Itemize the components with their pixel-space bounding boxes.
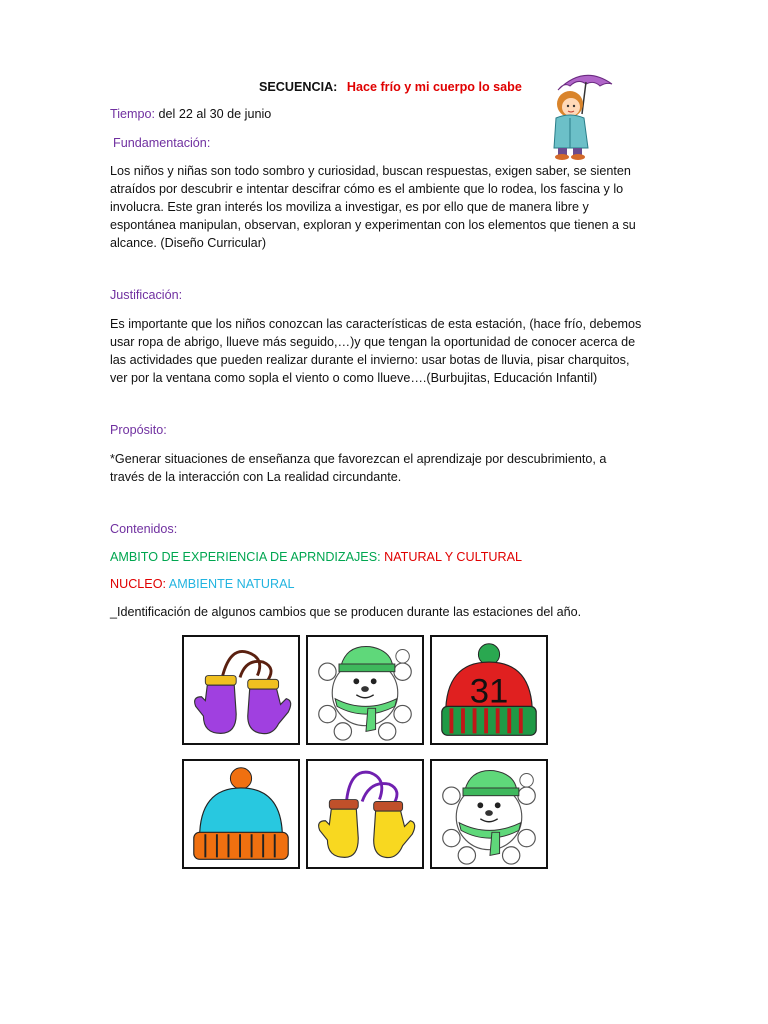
proposito-paragraph [110, 450, 670, 486]
girl-umbrella-icon [548, 68, 614, 160]
hat-number: 31 [469, 672, 509, 711]
justificacion-paragraph [110, 315, 670, 387]
paragraph-line: *Generar situaciones de enseñanza que favorezcan el aprendizaje por descubrimiento, a [110, 452, 607, 466]
nucleo-label: NUCLEO: [110, 577, 166, 591]
paragraph-line: Los niños y niñas son todo sombro y curiosidad, buscan respuestas, exigen saber, se sienten [110, 164, 631, 178]
ambito-line [110, 550, 522, 564]
red-hat-icon [430, 635, 548, 745]
sequence-label: SECUENCIA: [259, 80, 338, 94]
fundamentacion-heading: Fundamentación: [113, 136, 211, 150]
paragraph-line: atraídos por descubrir e intentar descifrar cómo es el ambiente que lo rodea, los fascina y lo [110, 182, 624, 196]
tiempo-value: del 22 al 30 de junio [158, 107, 272, 121]
paragraph-line: Es importante que los niños conozcan las características de esta estación, (hace frío, debemos [110, 317, 642, 331]
nucleo-line [110, 577, 295, 591]
justificacion-heading: Justificación: [110, 288, 183, 302]
contenidos-heading: Contenidos: [110, 522, 178, 536]
ambito-value: NATURAL Y CULTURAL [384, 550, 522, 564]
paragraph-line: alcance. (Diseño Curricular) [110, 236, 267, 250]
paragraph-line: través de la interacción con La realidad circundante. [110, 470, 402, 484]
snowman-flake-icon [306, 635, 424, 745]
snowman-flake-icon [430, 759, 548, 869]
paragraph-line: ver por la ventana como sopla el viento o como llueve….(Burbujitas, Educación Infantil) [110, 371, 598, 385]
nucleo-value: AMBIENTE NATURAL [168, 577, 295, 591]
paragraph-line: las actividades que pueden realizar durante el invierno: usar botas de lluvia, pisar charquitos, [110, 353, 630, 367]
fundamentacion-paragraph [110, 162, 670, 252]
proposito-heading: Propósito: [110, 423, 167, 437]
ambito-label: AMBITO DE EXPERIENCIA DE APRNDIZAJES: [110, 550, 381, 564]
sequence-title: Hace frío y mi cuerpo lo sabe [346, 80, 522, 94]
tiempo-line [110, 107, 271, 121]
mittens-yellow-icon [306, 759, 424, 869]
paragraph-line: espontánea manipulan, observan, exploran y experimentan con los elementos que tienen a su [110, 218, 636, 232]
paragraph-line: usar ropa de abrigo, llueve más seguido,…)y que tengan la oportunidad de conocer acerca de [110, 335, 636, 349]
mittens-purple-icon [182, 635, 300, 745]
blue-hat-icon [182, 759, 300, 869]
contenido-item: _Identificación de algunos cambios que se producen durante las estaciones del año. [110, 605, 582, 619]
paragraph-line: involucra. Este gran interés los moviliza a investigar, es por ello que de manera libre y [110, 200, 589, 214]
tiempo-label: Tiempo: [110, 107, 156, 121]
document-header [259, 80, 522, 94]
